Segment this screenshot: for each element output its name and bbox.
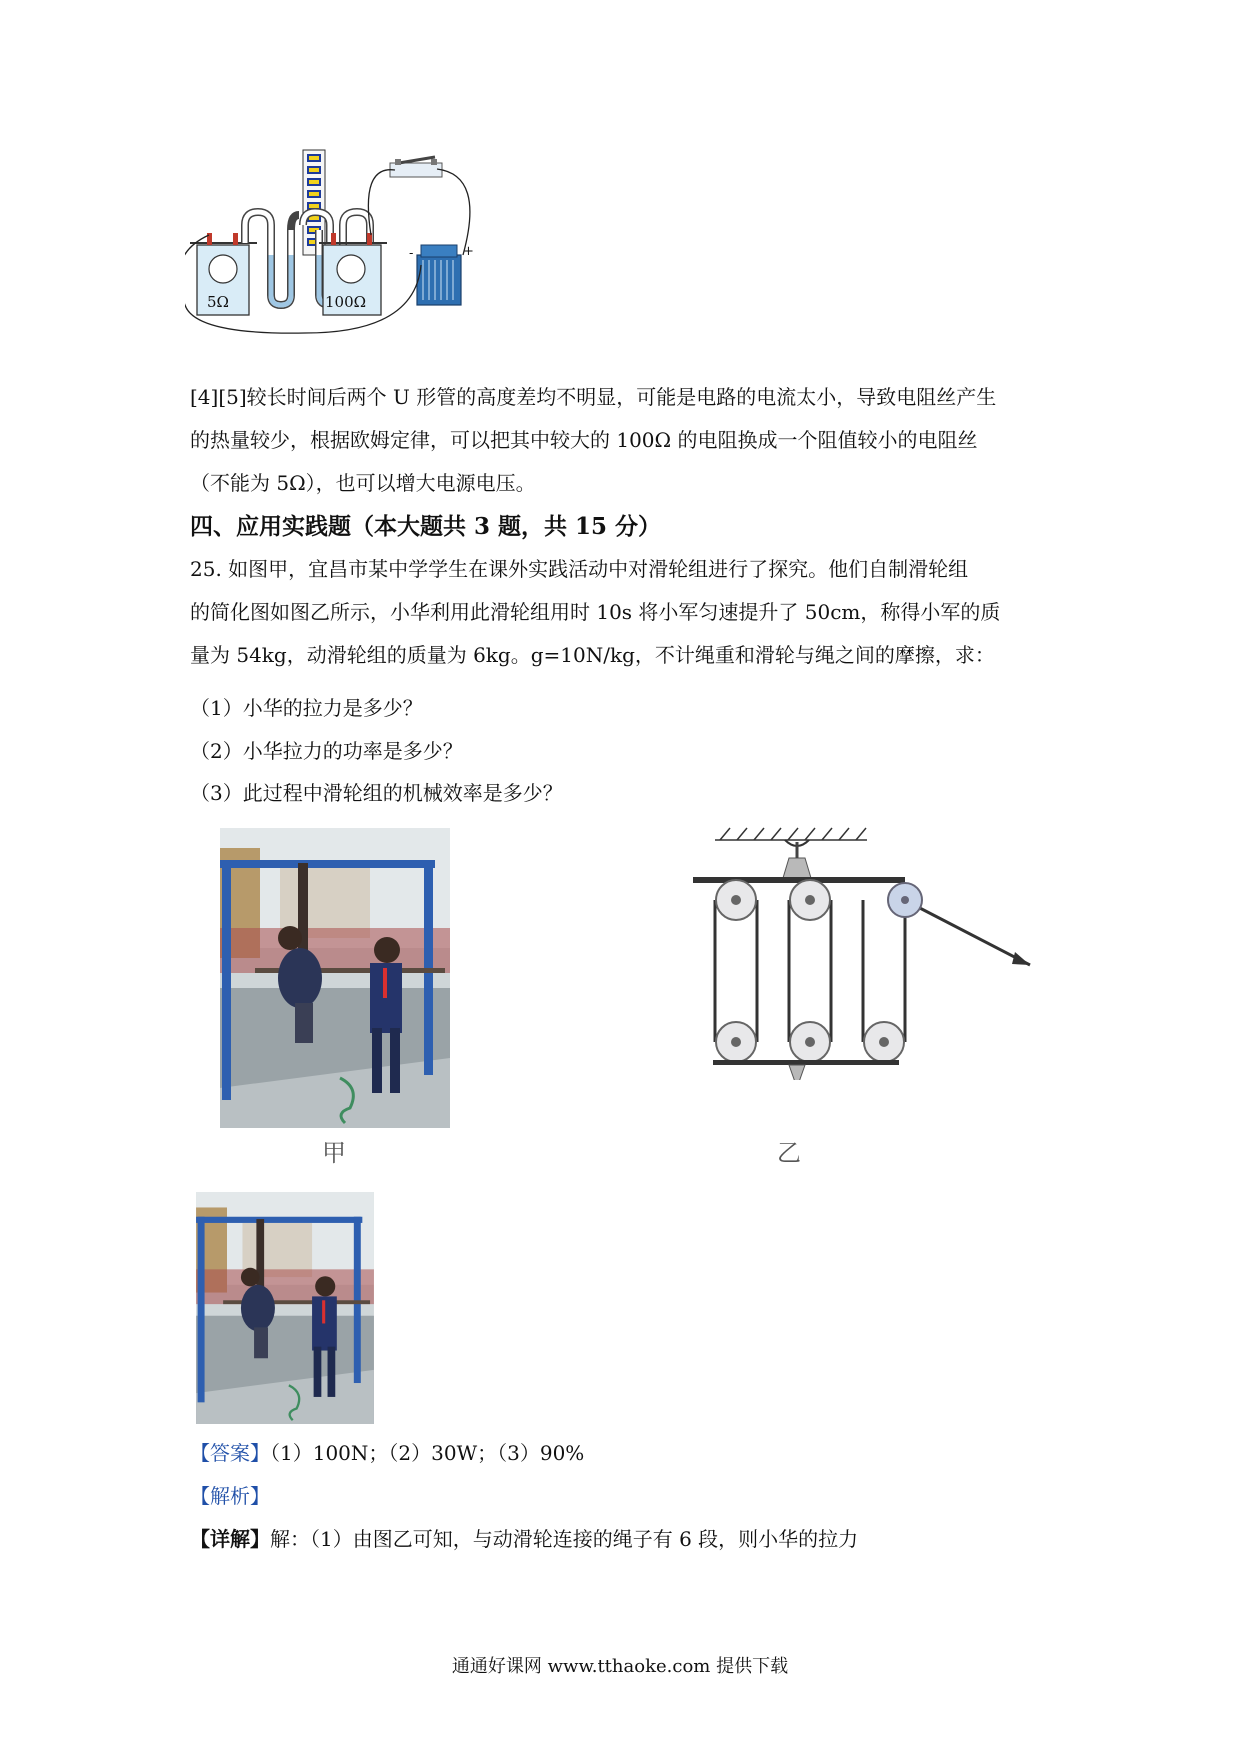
answer-line <box>190 1437 584 1466</box>
circuit-figure <box>185 145 535 370</box>
detail-label: 【详解】 <box>190 1527 270 1551</box>
section-heading: 四、应用实践题（本大题共 3 题，共 15 分） <box>190 513 662 540</box>
question-25-stem <box>190 548 1070 677</box>
left-resistor-label: 5Ω <box>207 293 229 311</box>
photo-jia <box>220 828 450 1128</box>
movable-pulleys <box>716 1022 904 1062</box>
question-stem-line: 25. 如图甲，宜昌市某中学学生在课外实践活动中对滑轮组进行了探究。他们自制滑轮组 <box>190 557 969 581</box>
pulley-diagram-yi <box>685 820 1045 1080</box>
analysis-4-5-paragraph <box>190 376 1070 505</box>
fixed-pulleys <box>716 880 922 920</box>
ceiling <box>715 828 867 840</box>
battery-plus-label: + <box>463 244 474 259</box>
switch <box>390 157 442 177</box>
left-container <box>190 233 257 315</box>
answer-label: 【答案】 <box>190 1441 270 1465</box>
right-container <box>319 233 387 315</box>
analysis-line: 的热量较少，根据欧姆定律，可以把其中较大的 100Ω 的电阻换成一个阻值较小的电阻丝 <box>190 428 978 452</box>
battery-minus-label: - <box>409 246 414 261</box>
sub-question-3: （3）此过程中滑轮组的机械效率是多少？ <box>190 781 563 805</box>
question-stem-line: 量为 54kg，动滑轮组的质量为 6kg。g=10N/kg，不计绳重和滑轮与绳之间的摩擦，求： <box>190 643 995 667</box>
footer-credit: 通通好课网 www.tthaoke.com 提供下载 <box>451 1656 789 1677</box>
sub-question-2: （2）小华拉力的功率是多少？ <box>190 739 463 763</box>
photo-jia-small <box>195 1192 375 1424</box>
analysis-label: 【解析】 <box>190 1484 270 1508</box>
detail-text: 解：（1）由图乙可知，与动滑轮连接的绳子有 6 段，则小华的拉力 <box>270 1527 859 1551</box>
answer-text: （1）100N；（2）30W；（3）90% <box>270 1441 585 1465</box>
analysis-line: （不能为 5Ω），也可以增大电源电压。 <box>190 471 536 495</box>
rope <box>715 900 1030 1042</box>
analysis-line: [4][5]较长时间后两个 U 形管的高度差均不明显，可能是电路的电流太小，导致电阻丝产生 <box>190 385 997 409</box>
caption-yi: 乙 <box>777 1139 801 1167</box>
caption-jia: 甲 <box>322 1139 346 1167</box>
detail-line <box>190 1523 858 1552</box>
right-resistor-label: 100Ω <box>325 293 367 311</box>
question-stem-line: 的简化图如图乙所示，小华利用此滑轮组用时 10s 将小军匀速提升了 50cm，称得小军的质 <box>190 600 1001 624</box>
sub-question-1: （1）小华的拉力是多少？ <box>190 696 423 720</box>
